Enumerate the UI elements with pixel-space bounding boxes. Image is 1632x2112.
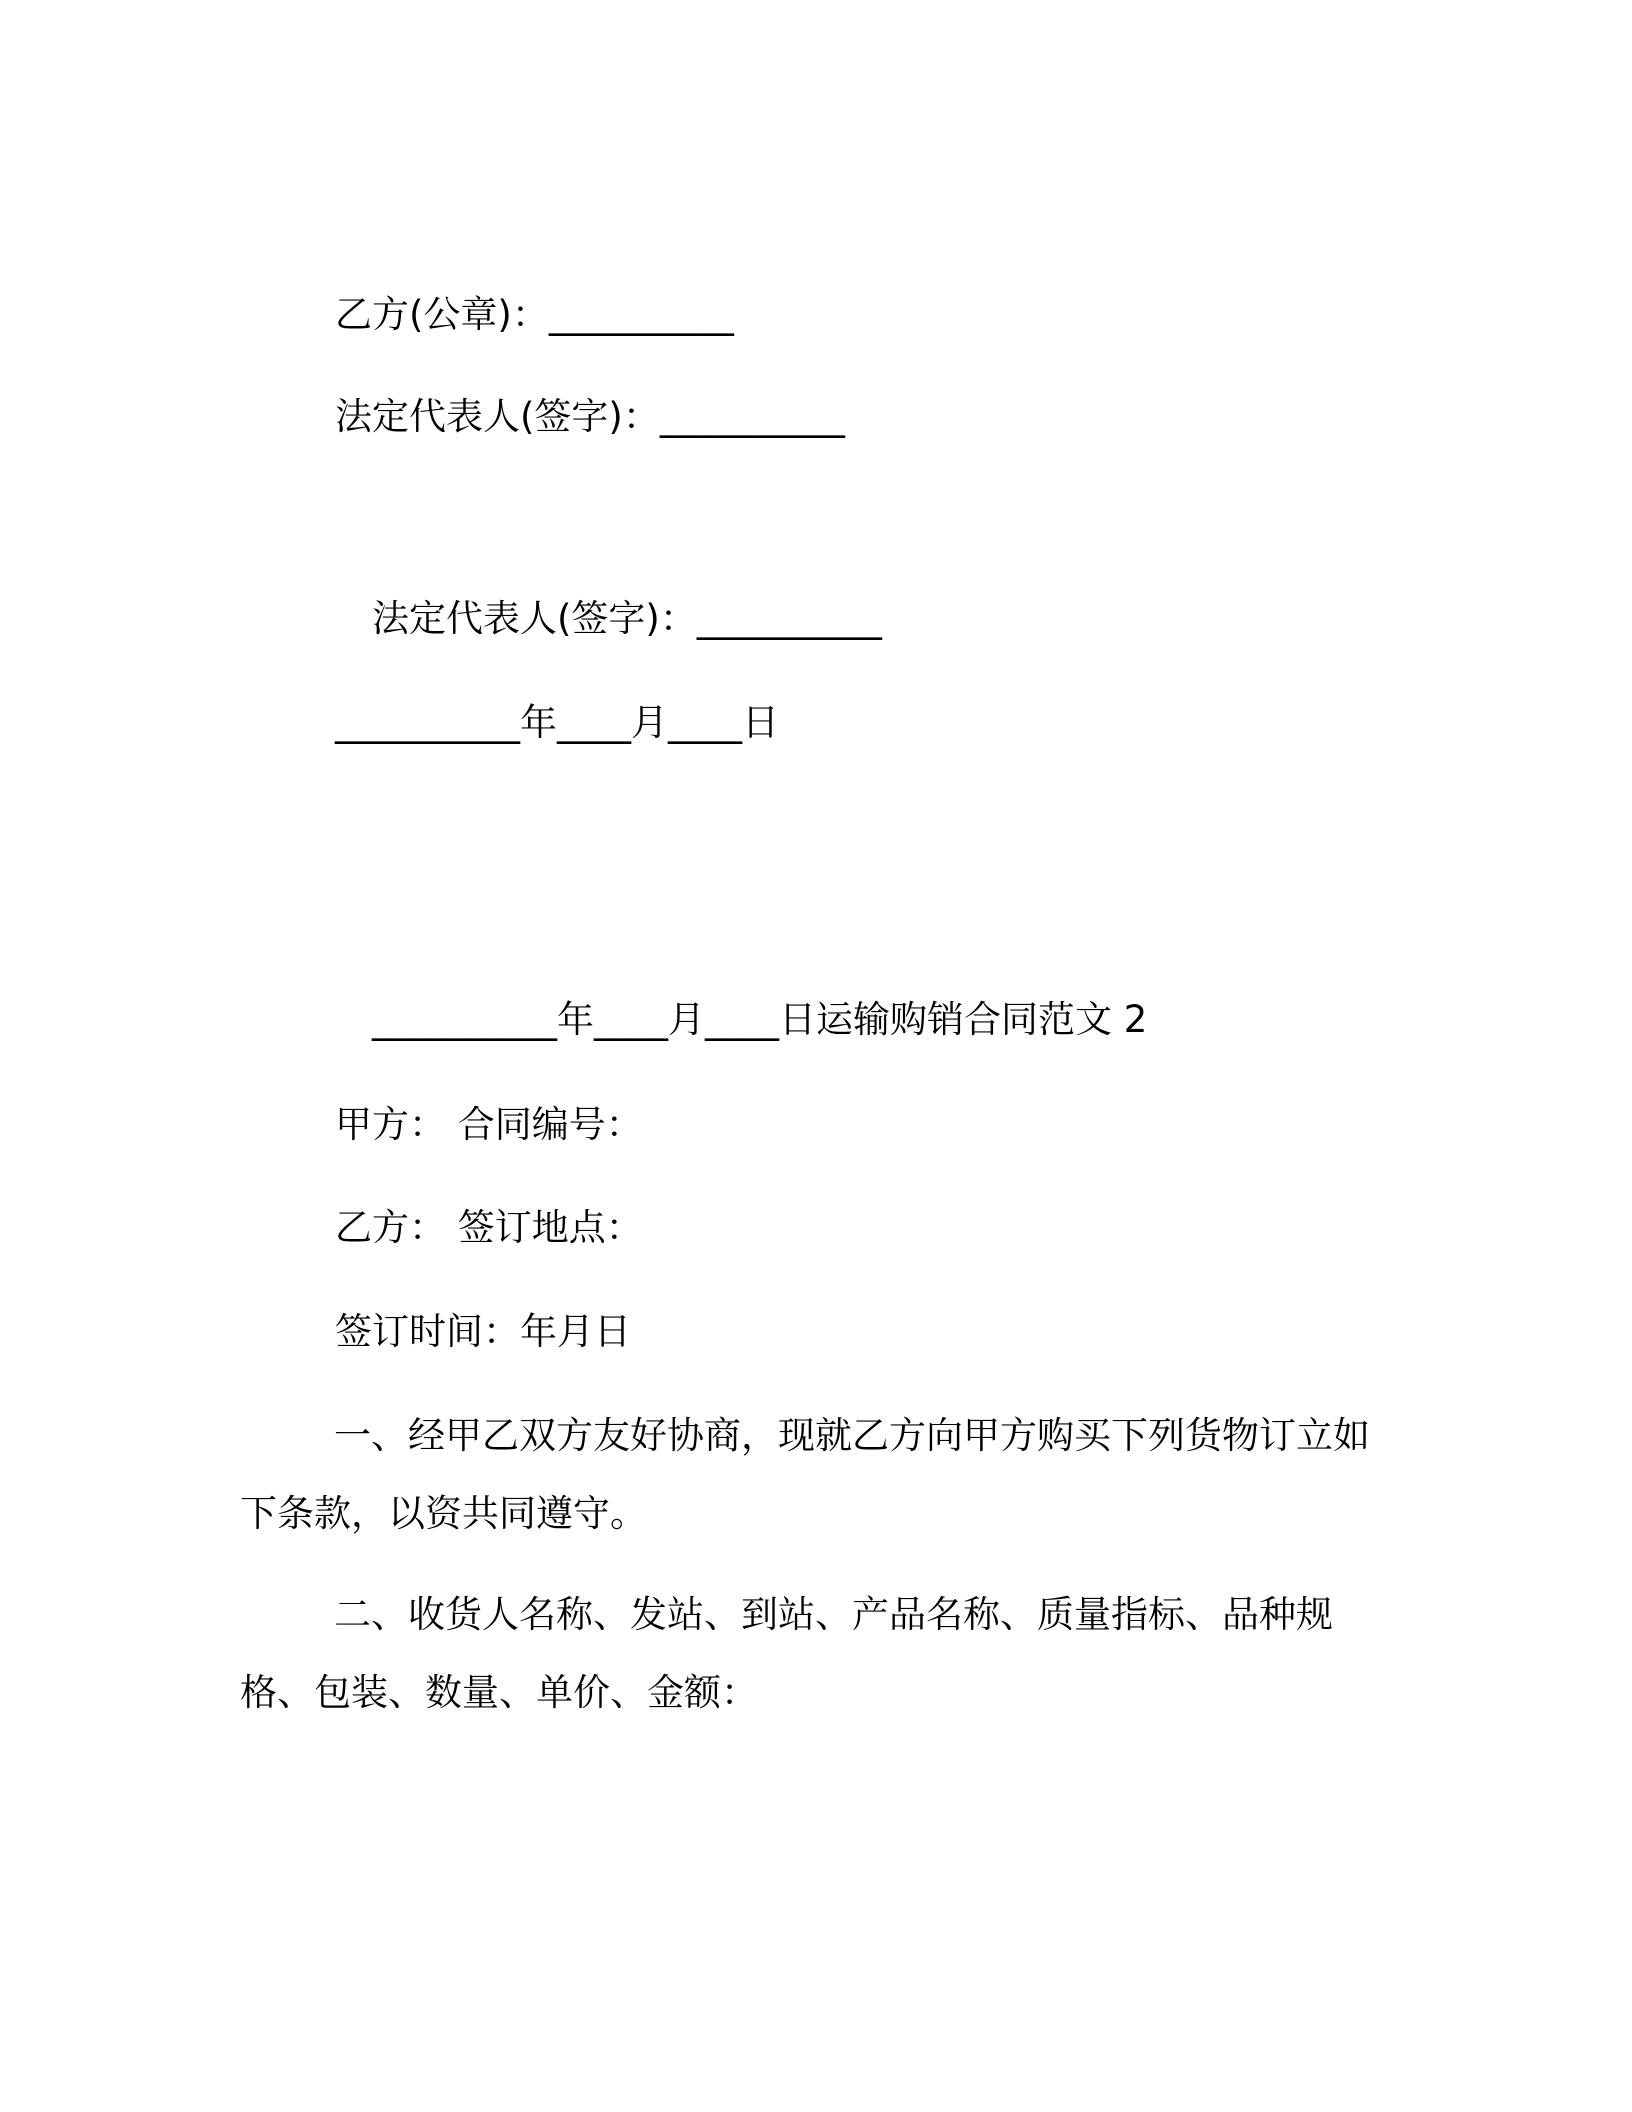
clause-1-paragraph: 一、经甲乙双方友好协商，现就乙方向甲方购买下列货物订立如下条款，以资共同遵守。 xyxy=(240,1414,1370,1535)
legal-representative-line-1: 法定代表人(签字)：__________ xyxy=(335,395,845,438)
clause-2-paragraph: 二、收货人名称、发站、到站、产品名称、质量指标、品种规格、包装、数量、单价、金额： xyxy=(240,1593,1333,1714)
legal-representative-line-2: 法定代表人(签字)：__________ xyxy=(372,597,882,640)
party-b-seal-line: 乙方(公章)：__________ xyxy=(335,293,734,336)
contract-title: __________年____月____日运输购销合同范文 2 xyxy=(372,998,1148,1041)
signing-time: 签订时间：年月日 xyxy=(335,1310,631,1353)
party-a-contract-number: 甲方： 合同编号： xyxy=(335,1103,643,1146)
signature-date-line: __________年____月____日 xyxy=(335,701,779,744)
party-b-signing-place: 乙方： 签订地点： xyxy=(335,1206,643,1249)
